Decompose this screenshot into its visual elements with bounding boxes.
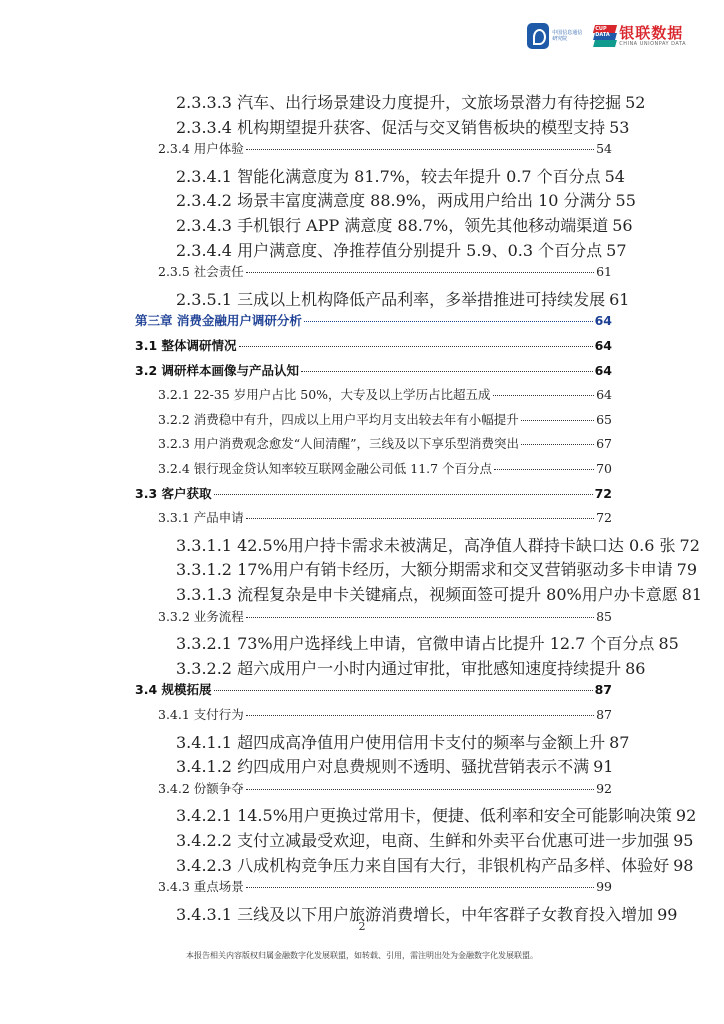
toc-entry-title: 3.4.2 份额争夺 [158,780,244,796]
toc-leader-dots [246,887,594,888]
toc-entry-page: 56 [612,216,633,235]
toc-entry-title: 3.4 规模拓展 [135,682,212,698]
toc-entry-page: 99 [657,904,678,924]
toc-entry[interactable] [176,656,646,679]
toc-entry-title: 3.3.1.3 流程复杂是申卡关键痛点，视频面签可提升 80%用户办卡意愿 [176,585,678,604]
caict-logo-icon [527,23,549,49]
toc-entry[interactable] [135,336,612,354]
toc-entry-page: 53 [609,117,630,137]
page-number: 2 [358,920,366,933]
toc-entry-page: 61 [596,264,612,280]
toc-entry-page: 54 [596,141,612,157]
toc-entry-page: 95 [673,831,694,850]
toc-entry-title: 3.3.2.2 超六成用户一小时内通过审批，审批感知速度持续提升 [176,658,622,678]
toc-entry-page: 87 [609,732,630,752]
toc-entry[interactable] [176,115,630,138]
toc-entry-page: 91 [593,757,614,777]
caict-logo [527,23,586,49]
toc-entry[interactable] [135,484,612,502]
toc-entry-title: 2.3.5 社会责任 [158,264,244,280]
toc-entry-page: 85 [596,608,612,624]
toc-entry-page: 79 [676,560,697,580]
toc-entry-page: 64 [594,362,612,378]
toc-entry-title: 2.3.4.2 场景丰富度满意度 88.9%，两成用户给出 10 分满分 [176,191,612,211]
toc-leader-dots [493,395,595,396]
toc-entry-page: 98 [673,855,694,875]
toc-entry-page: 81 [681,585,703,604]
toc-leader-dots [246,272,594,273]
toc-entry[interactable] [176,730,630,753]
toc-entry-title: 3.4.2.2 支付立减最受欢迎，电商、生鲜和外卖平台优惠可进一步加强 [176,831,670,850]
toc-entry-title: 3.4.2.3 八成机构竞争压力来自国有大行，非银机构产品多样、体验好 [176,855,670,875]
toc-entry-title: 第三章 消费金融用户调研分析 [135,313,302,329]
toc-entry-title: 3.2.3 用户消费观念愈发“人间清醒”，三线及以下享乐型消费突出 [158,436,520,452]
toc-entry-title: 3.2 调研样本画像与产品认知 [135,362,299,378]
toc-entry[interactable] [176,853,694,876]
toc-entry-page: 65 [596,411,612,427]
toc-entry[interactable] [158,410,612,428]
toc-leader-dots [301,371,593,372]
toc-entry-page: 72 [679,535,700,555]
toc-entry[interactable] [135,361,612,379]
cupdata-logo-icon: CUP DATA [594,25,616,47]
toc-entry-title: 3.3.1.1 42.5%用户持卡需求未被满足，高净值人群持卡缺口达 0.6 张 [176,535,676,555]
toc-entry[interactable] [176,828,694,851]
toc-entry-page: 85 [658,634,679,654]
toc-leader-dots [521,420,594,421]
toc-entry-title: 2.3.5.1 三成以上机构降低产品利率，多举措推进可持续发展 [176,289,606,309]
toc-entry-title: 3.2.4 银行现金贷认知率较互联网金融公司低 11.7 个百分点 [158,461,493,476]
toc-entry-title: 2.3.4.4 用户满意度、净推荐值分别提升 5.9、0.3 个百分点 [176,240,603,260]
toc-entry[interactable] [176,582,703,605]
toc-entry[interactable] [158,139,612,157]
toc-entry-page: 61 [609,289,630,309]
toc-entry[interactable] [176,287,630,310]
toc-leader-dots [494,469,594,470]
toc-entry-page: 99 [596,879,612,895]
toc-entry-title: 3.4.3.1 三线及以下用户旅游消费增长，中年客群子女教育投入增加 [176,904,654,924]
toc-entry-page: 87 [596,707,612,722]
toc-entry-page: 54 [604,166,625,186]
toc-entry-title: 3.3 客户获取 [135,485,212,501]
toc-leader-dots [239,346,593,347]
toc-entry-title: 3.4.1.1 超四成高净值用户使用信用卡支付的频率与金额上升 [176,732,606,752]
toc-entry[interactable] [158,779,612,797]
toc-entry-page: 64 [594,313,612,329]
toc-entry-page: 92 [675,806,697,826]
toc-entry[interactable] [158,607,612,625]
toc-entry[interactable] [176,164,625,187]
copyright-footer: 本报告相关内容版权归属金融数字化发展联盟，如转载、引用，需注明出处为金融数字化发展联盟。 [186,951,538,960]
toc-entry-title: 3.3.1.2 17%用户有销卡经历，大额分期需求和交叉营销驱动多卡申请 [176,560,673,580]
toc-leader-dots [214,690,593,691]
toc-leader-dots [246,789,594,790]
toc-entry[interactable] [135,680,612,698]
caict-logo-text: 中国信息通信研究院 [552,30,583,42]
toc-entry-page: 72 [594,485,612,501]
toc-entry-page: 57 [606,240,627,260]
toc-entry[interactable] [158,877,612,895]
toc-entry-page: 87 [594,682,612,698]
cupdata-logo [594,25,686,47]
toc-entry-page: 55 [615,191,636,211]
toc-entry-title: 3.4.1 支付行为 [158,707,244,722]
toc-leader-dots [246,518,594,519]
toc-entry-title: 2.3.4.3 手机银行 APP 满意度 88.7%，领先其他移动端渠道 [176,216,609,235]
toc-leader-dots [304,321,593,322]
toc-entry-title: 2.3.4.1 智能化满意度为 81.7%，较去年提升 0.7 个百分点 [176,166,601,186]
cupdata-logo-en: CHINA UNIONPAY DATA [619,41,686,47]
toc-entry[interactable] [158,262,612,280]
toc-entry-title: 3.4.1.2 约四成用户对息费规则不透明、骚扰营销表示不满 [176,757,590,777]
toc-leader-dots [246,617,594,618]
toc-entry-title: 2.3.3.3 汽车、出行场景建设力度提升，文旅场景潜力有待挖掘 [176,93,622,112]
toc-entry[interactable] [176,188,636,211]
toc-entry-title: 3.2.1 22-35 岁用户占比 50%，大专及以上学历占比超五成 [158,387,491,403]
toc-entry-page: 72 [596,510,612,526]
toc-entry-page: 70 [596,461,612,476]
toc-entry-title: 3.4.2.1 14.5%用户更换过常用卡，便捷、低利率和安全可能影响决策 [176,806,672,826]
toc-entry[interactable] [176,557,697,580]
toc-entry-title: 3.4.3 重点场景 [158,879,244,895]
toc-entry[interactable] [176,631,679,654]
toc-entry-title: 3.1 整体调研情况 [135,338,237,353]
toc-entry-page: 86 [625,658,646,678]
toc-entry-page: 67 [596,436,612,452]
toc-entry-title: 3.3.2.1 73%用户选择线上申请，官微申请占比提升 12.7 个百分点 [176,634,655,654]
toc-leader-dots [214,494,593,495]
toc-entry-page: 64 [594,338,612,353]
toc-leader-dots [246,149,594,150]
toc-entry[interactable] [176,803,697,826]
toc-entry[interactable] [158,385,612,403]
toc-entry[interactable] [158,434,612,452]
toc-entry-page: 52 [625,93,646,112]
toc-entry-title: 3.3.2 业务流程 [158,608,244,624]
toc-entry[interactable] [176,533,700,556]
toc-entry-title: 2.3.4 用户体验 [158,141,244,157]
toc-entry-title: 3.3.1 产品申请 [158,510,244,526]
toc-leader-dots [521,444,594,445]
toc-leader-dots [246,715,594,716]
cupdata-logo-cn: 银联数据 [619,24,684,42]
toc-entry-page: 64 [596,387,612,403]
toc-entry[interactable] [176,213,633,236]
toc-entry[interactable] [135,311,612,329]
toc-entry[interactable] [158,705,612,723]
toc-entry-title: 2.3.3.4 机构期望提升获客、促活与交叉销售板块的模型支持 [176,117,606,137]
toc-entry-page: 92 [596,780,612,796]
toc-entry[interactable] [176,90,646,113]
toc-entry[interactable] [176,754,612,777]
toc-entry[interactable] [158,459,612,477]
toc-entry-title: 3.2.2 消费稳中有升，四成以上用户平均月支出较去年有小幅提升 [158,411,519,427]
toc-entry[interactable] [158,508,612,526]
toc-entry[interactable] [176,238,627,261]
header-logos [527,18,686,54]
